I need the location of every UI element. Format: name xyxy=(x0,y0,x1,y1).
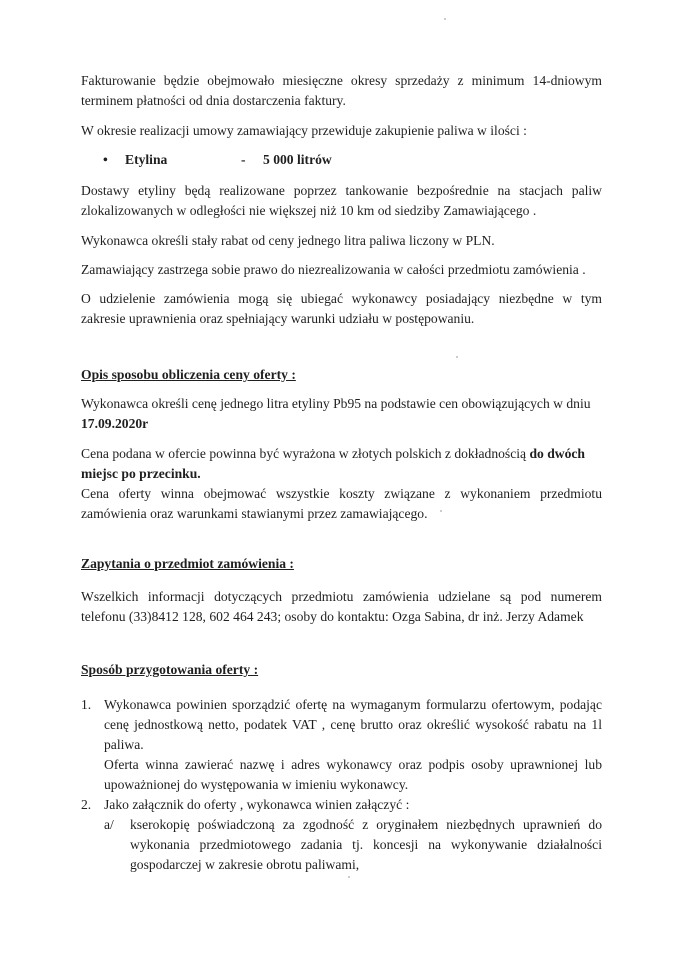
preparation-list xyxy=(81,695,602,875)
fuel-quantity-value: 5 000 litrów xyxy=(263,152,332,167)
price-section-heading: Opis sposobu obliczenia ceny oferty : xyxy=(81,367,296,382)
sub-item-line-1: kserokopię poświadczoną za zgodność z oryginałem niezbędnych uprawnień do xyxy=(130,817,602,832)
scan-speck xyxy=(456,356,458,358)
price-precision-line-2: miejsc po przecinku. xyxy=(81,466,201,481)
list-item-number-1: 1. xyxy=(81,697,92,712)
list-item-2 xyxy=(104,795,602,875)
billing-paragraph-line-1: Fakturowanie będzie obejmowało miesięczne okresy sprzedaży z minimum 14-dniowym xyxy=(81,73,602,88)
item2-line-1: Jako załącznik do oferty , wykonawca winien załączyć : xyxy=(104,797,410,812)
price-precision-line-1 xyxy=(81,444,602,464)
delivery-paragraph-line-2: zlokalizowanych w odległości nie większej niż 10 km od siedziby Zamawiającego . xyxy=(81,203,537,218)
item1-line-4: Oferta winna zawierać nazwę i adres wykonawcy oraz podpis osoby uprawnionej lub xyxy=(104,757,602,772)
list-item-number-2: 2. xyxy=(81,797,92,812)
sub-item-line-3: gospodarczej w zakresie obrotu paliwami, xyxy=(130,857,360,872)
price-precision-bold: do dwóch xyxy=(529,446,585,461)
item1-line-2: cenę jednostkową netto, podatek VAT , cenę brutto oraz określić wysokość rabatu na 1l xyxy=(104,717,602,732)
sub-item-mark: a/ xyxy=(104,817,114,832)
fuel-product-name: Etylina xyxy=(125,152,168,167)
questions-section-heading: Zapytania o przedmiot zamówienia : xyxy=(81,556,294,571)
scan-speck xyxy=(444,18,446,20)
contact-paragraph-line-1: Wszelkich informacji dotyczących przedmiotu zamówienia udzielane są pod numerem xyxy=(81,589,602,604)
reservation-paragraph: Zamawiający zastrzega sobie prawo do niezrealizowania w całości przedmiotu zamówienia . xyxy=(81,262,586,277)
sub-item-a xyxy=(104,815,602,875)
item1-line-1: Wykonawca powinien sporządzić ofertę na wymaganym formularzu ofertowym, podając xyxy=(104,697,602,712)
scan-speck xyxy=(440,510,442,512)
billing-paragraph-line-2: terminem płatności od dnia dostarczenia faktury. xyxy=(81,93,346,108)
preparation-section-heading: Sposób przygotowania oferty : xyxy=(81,662,259,677)
scan-speck xyxy=(348,876,350,878)
fuel-quantity-intro: W okresie realizacji umowy zamawiający przewiduje zakupienie paliwa w ilości : xyxy=(81,123,527,138)
contact-paragraph-line-2: telefonu (33)8412 128, 602 464 243; osoby do kontaktu: Ozga Sabina, dr inż. Jerzy Adamek xyxy=(81,609,584,624)
price-reference-date: 17.09.2020r xyxy=(81,416,149,431)
sub-item-line-2: wykonania przedmiotowego zadania tj. koncesji na wykonywanie działalności xyxy=(130,837,602,852)
delivery-paragraph-line-1: Dostawy etyliny będą realizowane poprzez tankowanie bezpośrednie na stacjach paliw xyxy=(81,183,602,198)
eligibility-paragraph-line-1: O udzielenie zamówienia mogą się ubiegać wykonawcy posiadający niezbędne w tym xyxy=(81,291,602,306)
list-item-1 xyxy=(104,695,602,795)
item1-line-5: upoważnionej do występowania w imieniu wykonawcy. xyxy=(104,777,409,792)
sub-item-a-body xyxy=(130,815,602,875)
price-costs-line-1: Cena oferty winna obejmować wszystkie koszty związane z wykonaniem przedmiotu xyxy=(81,486,602,501)
price-paragraph-line-1: Wykonawca określi cenę jednego litra etyliny Pb95 na podstawie cen obowiązujących w dniu xyxy=(81,396,591,411)
discount-paragraph: Wykonawca określi stały rabat od ceny jednego litra paliwa liczony w PLN. xyxy=(81,233,495,248)
eligibility-paragraph-line-2: zakresie uprawnienia oraz spełniający warunki udziału w postępowaniu. xyxy=(81,311,475,326)
price-costs-line-2: zamówienia oraz warunkami stawianymi przez zamawiającego. xyxy=(81,506,428,521)
item1-line-3: paliwa. xyxy=(104,737,144,752)
bullet-icon: • xyxy=(103,152,108,167)
price-precision-text: Cena podana w ofercie powinna być wyrażona w złotych polskich z dokładnością xyxy=(81,446,527,461)
bullet-dash: - xyxy=(241,152,246,167)
